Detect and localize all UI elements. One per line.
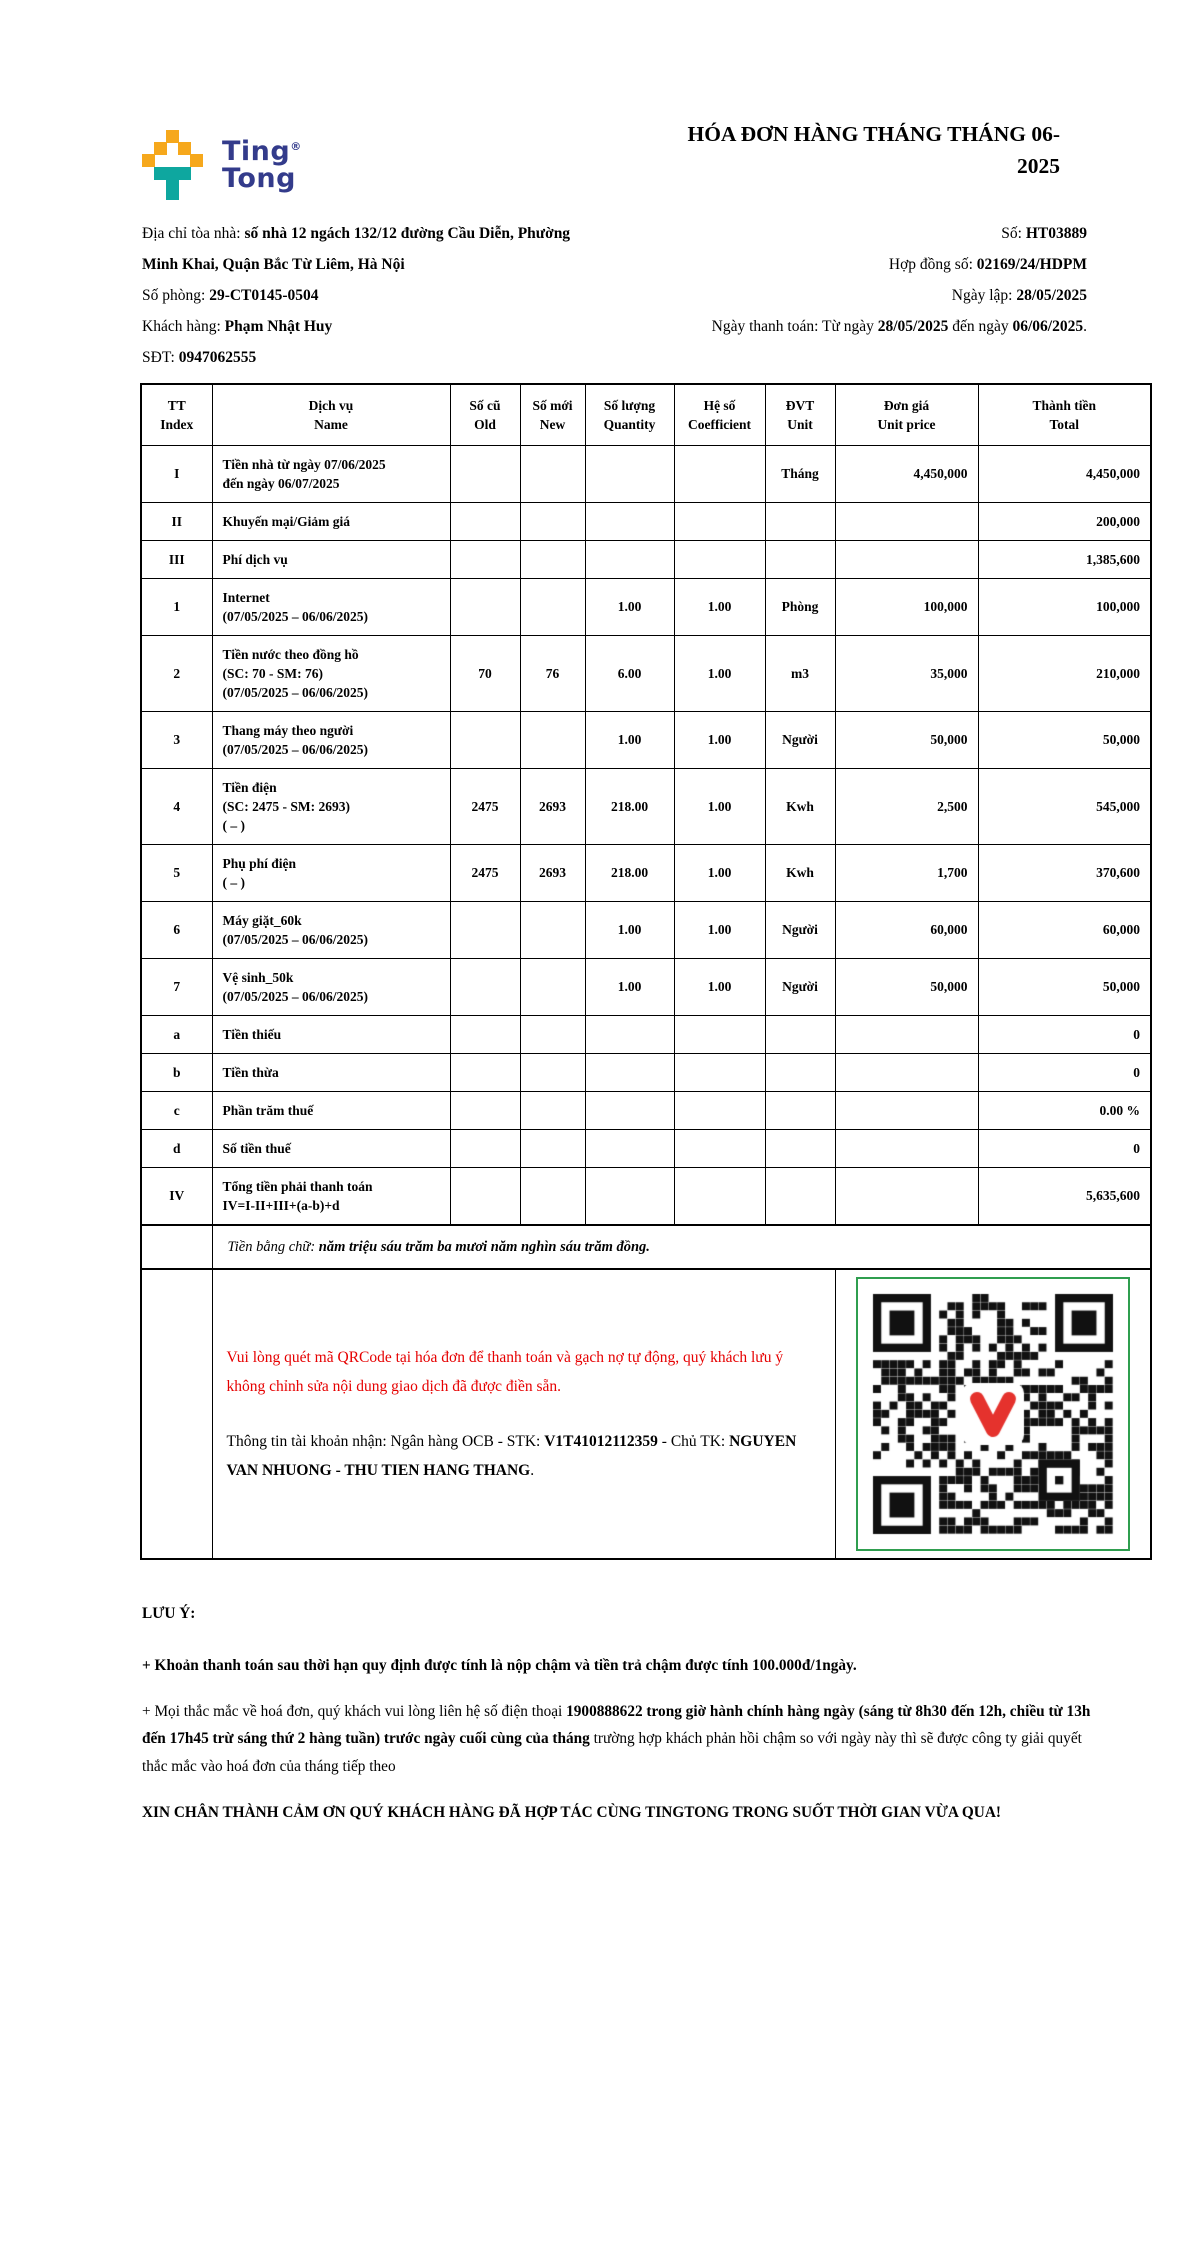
payment-instructions (212, 1269, 835, 1559)
cell-coef: 1.00 (674, 902, 765, 959)
cell-name: Vệ sinh_50k (07/05/2025 – 06/06/2025) (212, 959, 450, 1016)
cell-new (520, 902, 585, 959)
cell-old (450, 503, 520, 541)
cell-coef (674, 446, 765, 503)
table-row (141, 959, 1151, 1016)
cell-qty (585, 446, 674, 503)
cell-qty (585, 1168, 674, 1226)
cell-price: 50,000 (835, 712, 978, 769)
cell-new: 76 (520, 636, 585, 712)
table-row (141, 503, 1151, 541)
issue-date: Ngày lập: 28/05/2025 (951, 287, 1087, 304)
table-row (141, 712, 1151, 769)
cell-total: 1,385,600 (978, 541, 1151, 579)
cell-old (450, 446, 520, 503)
building-address-line1: Địa chỉ tòa nhà: số nhà 12 ngách 132/12 đường Cầu Diễn, Phường (142, 225, 571, 242)
cell-price (835, 541, 978, 579)
cell-coef (674, 1054, 765, 1092)
cell-new (520, 541, 585, 579)
column-header: Số cũ Old (450, 384, 520, 446)
info-left-column (142, 218, 647, 373)
cell-new (520, 579, 585, 636)
invoice-table-body (141, 446, 1151, 1560)
cell-coef (674, 1130, 765, 1168)
cell-total: 200,000 (978, 503, 1151, 541)
cell-price (835, 1130, 978, 1168)
cell-unit (765, 1130, 835, 1168)
amount-in-words-row (141, 1225, 1151, 1269)
cell-unit: Người (765, 902, 835, 959)
column-header: Dịch vụ Name (212, 384, 450, 446)
cell-old (450, 959, 520, 1016)
cell-coef: 1.00 (674, 636, 765, 712)
table-row (141, 1054, 1151, 1092)
cell-qty (585, 1130, 674, 1168)
cell-new (520, 712, 585, 769)
cell-old (450, 712, 520, 769)
cell-tt: 2 (141, 636, 212, 712)
cell-total: 370,600 (978, 845, 1151, 902)
column-header: Số lượng Quantity (585, 384, 674, 446)
cell-new (520, 1130, 585, 1168)
cell-empty (141, 1269, 212, 1559)
cell-unit (765, 1016, 835, 1054)
invoice-info (0, 200, 1200, 373)
notes-heading: LƯU Ý: (142, 1605, 196, 1622)
info-right-column (712, 218, 1087, 373)
cell-price: 4,450,000 (835, 446, 978, 503)
customer-name: Khách hàng: Phạm Nhật Huy (142, 318, 333, 335)
cell-new (520, 959, 585, 1016)
qr-scan-notice: Vui lòng quét mã QRCode tại hóa đơn để thanh toán và gạch nợ tự động, quý khách lưu ý không chỉnh sửa nội dung giao dịch đã được điền sẵn. (226, 1348, 784, 1396)
cell-price (835, 1016, 978, 1054)
amount-in-words: Tiền bằng chữ: năm triệu sáu trăm ba mươi năm nghìn sáu trăm đồng. (212, 1225, 1151, 1269)
building-address-line2: Minh Khai, Quận Bắc Từ Liêm, Hà Nội (142, 256, 405, 273)
cell-coef: 1.00 (674, 579, 765, 636)
cell-new (520, 1168, 585, 1226)
cell-total: 0 (978, 1054, 1151, 1092)
invoice-footer (0, 1560, 1200, 1827)
column-header: Số mới New (520, 384, 585, 446)
cell-total: 50,000 (978, 959, 1151, 1016)
table-row (141, 446, 1151, 503)
cell-old (450, 1092, 520, 1130)
cell-name: Thang máy theo người (07/05/2025 – 06/06/2025) (212, 712, 450, 769)
cell-name: Internet (07/05/2025 – 06/06/2025) (212, 579, 450, 636)
cell-price: 2,500 (835, 769, 978, 845)
cell-tt: 5 (141, 845, 212, 902)
tingtong-logo-icon (142, 130, 204, 200)
qr-code-cell (835, 1269, 1151, 1559)
cell-price: 100,000 (835, 579, 978, 636)
cell-new (520, 503, 585, 541)
invoice-number: Số: HT03889 (1001, 225, 1087, 242)
cell-name: Tiền nước theo đồng hồ (SC: 70 - SM: 76) (07/05/2025 – 06/06/2025) (212, 636, 450, 712)
cell-unit: Người (765, 959, 835, 1016)
cell-old (450, 579, 520, 636)
cell-name: Tiền điện (SC: 2475 - SM: 2693) ( – ) (212, 769, 450, 845)
cell-total: 0.00 % (978, 1092, 1151, 1130)
cell-qty: 218.00 (585, 845, 674, 902)
cell-coef (674, 503, 765, 541)
cell-qty (585, 503, 674, 541)
cell-total: 210,000 (978, 636, 1151, 712)
cell-tt: c (141, 1092, 212, 1130)
cell-old: 70 (450, 636, 520, 712)
cell-price: 50,000 (835, 959, 978, 1016)
cell-unit (765, 541, 835, 579)
cell-qty: 1.00 (585, 902, 674, 959)
table-row (141, 1130, 1151, 1168)
cell-total: 100,000 (978, 579, 1151, 636)
contract-number: Hợp đồng số: 02169/24/HDPM (888, 256, 1087, 273)
cell-qty: 218.00 (585, 769, 674, 845)
cell-unit (765, 503, 835, 541)
cell-old (450, 1130, 520, 1168)
cell-old (450, 1054, 520, 1092)
qr-code-frame (856, 1277, 1130, 1551)
cell-new (520, 1016, 585, 1054)
cell-tt: IV (141, 1168, 212, 1226)
tingtong-logo (142, 130, 302, 200)
cell-old: 2475 (450, 845, 520, 902)
cell-tt: 3 (141, 712, 212, 769)
cell-coef: 1.00 (674, 959, 765, 1016)
cell-total: 60,000 (978, 902, 1151, 959)
tingtong-logo-wordmark: Ting® Tong (222, 136, 302, 194)
cell-old (450, 1016, 520, 1054)
cell-price: 60,000 (835, 902, 978, 959)
column-header: TT Index (141, 384, 212, 446)
cell-unit (765, 1054, 835, 1092)
cell-coef: 1.00 (674, 845, 765, 902)
column-header: ĐVT Unit (765, 384, 835, 446)
column-header: Thành tiền Total (978, 384, 1151, 446)
table-row (141, 902, 1151, 959)
cell-total: 5,635,600 (978, 1168, 1151, 1226)
cell-coef: 1.00 (674, 769, 765, 845)
bank-account-info: Thông tin tài khoản nhận: Ngân hàng OCB - STK: V1T41012112359 - Chủ TK: NGUYEN VAN NHUONG - THU TIEN HANG THANG. (226, 1432, 797, 1479)
cell-coef (674, 1016, 765, 1054)
cell-name: Phụ phí điện ( – ) (212, 845, 450, 902)
cell-tt: 4 (141, 769, 212, 845)
column-header: Hệ số Coefficient (674, 384, 765, 446)
cell-new (520, 1092, 585, 1130)
late-payment-note: + Khoản thanh toán sau thời hạn quy định được tính là nộp chậm và tiền trả chậm được tính 100.000đ/1ngày. (142, 1656, 857, 1674)
cell-tt: 7 (141, 959, 212, 1016)
cell-price (835, 503, 978, 541)
cell-price: 1,700 (835, 845, 978, 902)
table-row (141, 769, 1151, 845)
invoice-table (140, 383, 1152, 1560)
cell-name: Tiền thừa (212, 1054, 450, 1092)
invoice-title: HÓA ĐƠN HÀNG THÁNG THÁNG 06- 2025 (687, 122, 1060, 179)
payment-period: Ngày thanh toán: Từ ngày 28/05/2025 đến ngày 06/06/2025. (711, 318, 1087, 335)
column-header: Đơn giá Unit price (835, 384, 978, 446)
cell-old (450, 1168, 520, 1226)
cell-price (835, 1054, 978, 1092)
cell-tt: 6 (141, 902, 212, 959)
cell-tt: I (141, 446, 212, 503)
cell-empty (141, 1225, 212, 1269)
cell-unit (765, 1092, 835, 1130)
cell-qty: 1.00 (585, 712, 674, 769)
cell-qty: 1.00 (585, 959, 674, 1016)
cell-new: 2693 (520, 845, 585, 902)
cell-unit: Người (765, 712, 835, 769)
cell-price (835, 1092, 978, 1130)
cell-old: 2475 (450, 769, 520, 845)
cell-name: Số tiền thuế (212, 1130, 450, 1168)
cell-unit: Tháng (765, 446, 835, 503)
cell-name: Phần trăm thuế (212, 1092, 450, 1130)
cell-coef: 1.00 (674, 712, 765, 769)
cell-tt: b (141, 1054, 212, 1092)
cell-new (520, 1054, 585, 1092)
cell-new (520, 446, 585, 503)
qr-code (864, 1285, 1122, 1543)
qr-row (141, 1269, 1151, 1559)
table-row (141, 845, 1151, 902)
cell-tt: 1 (141, 579, 212, 636)
cell-old (450, 902, 520, 959)
cell-old (450, 541, 520, 579)
cell-unit: Phòng (765, 579, 835, 636)
table-row (141, 579, 1151, 636)
room-number: Số phòng: 29-CT0145-0504 (142, 287, 319, 304)
cell-unit: m3 (765, 636, 835, 712)
thank-you-message: XIN CHÂN THÀNH CẢM ƠN QUÝ KHÁCH HÀNG ĐÃ HỢP TÁC CÙNG TINGTONG TRONG SUỐT THỜI GIAN VỪA QUA! (142, 1804, 1001, 1822)
cell-total: 50,000 (978, 712, 1151, 769)
cell-qty (585, 541, 674, 579)
cell-qty (585, 1092, 674, 1130)
cell-qty (585, 1054, 674, 1092)
registered-mark: ® (290, 140, 302, 153)
cell-total: 4,450,000 (978, 446, 1151, 503)
cell-total: 545,000 (978, 769, 1151, 845)
cell-coef (674, 541, 765, 579)
customer-phone: SĐT: 0947062555 (142, 349, 257, 366)
cell-qty (585, 1016, 674, 1054)
cell-name: Khuyến mại/Giảm giá (212, 503, 450, 541)
cell-name: Tiền nhà từ ngày 07/06/2025 đến ngày 06/07/2025 (212, 446, 450, 503)
cell-new: 2693 (520, 769, 585, 845)
table-row (141, 1016, 1151, 1054)
cell-name: Tổng tiền phải thanh toán IV=I-II+III+(a-b)+d (212, 1168, 450, 1226)
cell-name: Phí dịch vụ (212, 541, 450, 579)
table-row (141, 1092, 1151, 1130)
cell-unit: Kwh (765, 769, 835, 845)
table-row (141, 541, 1151, 579)
cell-tt: a (141, 1016, 212, 1054)
table-header-row (141, 384, 1151, 446)
cell-unit (765, 1168, 835, 1226)
cell-total: 0 (978, 1130, 1151, 1168)
cell-name: Máy giặt_60k (07/05/2025 – 06/06/2025) (212, 902, 450, 959)
cell-tt: III (141, 541, 212, 579)
cell-price: 35,000 (835, 636, 978, 712)
cell-qty: 6.00 (585, 636, 674, 712)
cell-tt: II (141, 503, 212, 541)
cell-total: 0 (978, 1016, 1151, 1054)
cell-coef (674, 1092, 765, 1130)
cell-name: Tiền thiếu (212, 1016, 450, 1054)
cell-unit: Kwh (765, 845, 835, 902)
cell-qty: 1.00 (585, 579, 674, 636)
cell-tt: d (141, 1130, 212, 1168)
cell-price (835, 1168, 978, 1226)
table-row (141, 1168, 1151, 1226)
hotline-note: + Mọi thắc mắc về hoá đơn, quý khách vui lòng liên hệ số điện thoại 1900888622 trong giờ hành chính hàng ngày (sáng từ 8h30 đến 12h, chiều từ 13h đến 17h45 trừ sáng thứ 2 hàng tuần) trước ngày cuối cùng của tháng trường hợp khách phản hồi chậm so với ngày này thì sẽ được công ty giải quyết thắc mắc vào hoá đơn của tháng tiếp theo (142, 1702, 1091, 1776)
table-row (141, 636, 1151, 712)
cell-coef (674, 1168, 765, 1226)
invoice-header (0, 0, 1200, 200)
